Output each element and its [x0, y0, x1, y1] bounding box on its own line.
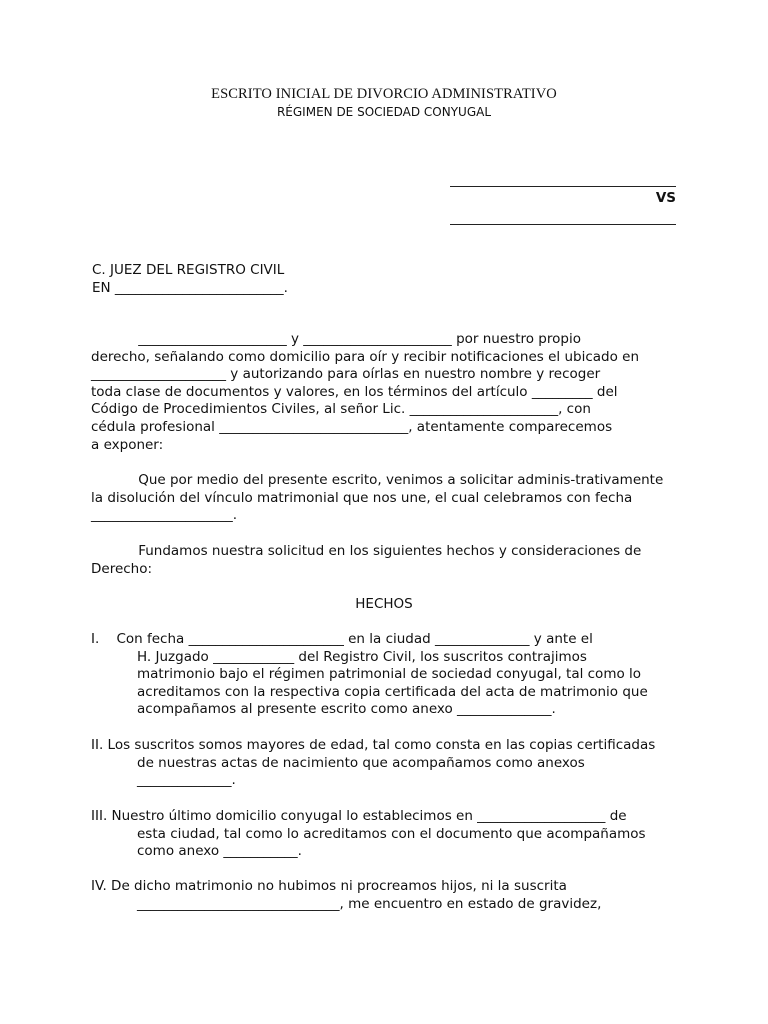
fact-item: [91, 878, 681, 913]
text-line: cédula profesional ____________________________, atentamente comparecemos: [91, 418, 613, 435]
party-line-top: [450, 170, 676, 187]
versus-label: VS: [655, 190, 676, 206]
fact-first-line: II. Los suscritos somos mayores de edad, tal como consta en las copias certificadas: [91, 737, 656, 753]
text-line: H. Juzgado ____________ del Registro Civil, los suscritos contrajimos: [137, 648, 587, 665]
text-line: Fundamos nuestra solicitud en los siguientes hechos y consideraciones de: [91, 543, 642, 559]
text-line: ______________.: [137, 772, 236, 789]
addressee-line: C. JUEZ DEL REGISTRO CIVIL: [92, 262, 285, 278]
text-line: a exponer:: [91, 436, 164, 453]
text-line: esta ciudad, tal como lo acreditamos con el documento que acompañamos: [137, 825, 646, 842]
paragraph-grounds: [91, 543, 681, 578]
text-line: ______________________ y ______________________ por nuestro propio: [91, 331, 581, 347]
fact-first-line: III. Nuestro último domicilio conyugal lo establecimos en ___________________ de: [91, 808, 627, 824]
addressee-block: [92, 261, 288, 297]
section-heading: HECHOS: [355, 596, 413, 612]
fact-item: [91, 808, 681, 861]
text-line: Código de Procedimientos Civiles, al señor Lic. ______________________, con: [91, 401, 591, 418]
document-title: ESCRITO INICIAL DE DIVORCIO ADMINISTRATIVO: [211, 86, 557, 102]
text-line: toda clase de documentos y valores, en los términos del artículo _________ del: [91, 383, 618, 400]
paragraph-request: [91, 472, 681, 525]
text-line: _____________________.: [91, 507, 238, 524]
fact-item: [91, 737, 681, 790]
fact-first-line: IV. De dicho matrimonio no hubimos ni procreamos hijos, ni la suscrita: [91, 878, 567, 894]
text-line: ______________________________, me encuentro en estado de gravidez,: [137, 895, 602, 912]
addressee-line: EN _________________________.: [92, 280, 288, 296]
text-line: acreditamos con la respectiva copia certificada del acta de matrimonio que: [137, 683, 648, 700]
document-subtitle: RÉGIMEN DE SOCIEDAD CONYUGAL: [276, 105, 492, 119]
text-line: ____________________ y autorizando para oírlas en nuestro nombre y recoger: [91, 366, 601, 383]
text-line: Que por medio del presente escrito, venimos a solicitar adminis-trativamente: [91, 472, 664, 488]
party-line-bottom: [450, 208, 676, 225]
text-line: Derecho:: [91, 560, 153, 577]
fact-first-line: I. Con fecha _______________________ en la ciudad ______________ y ante el: [91, 631, 593, 647]
text-line: matrimonio bajo el régimen patrimonial de sociedad conyugal, tal como lo: [137, 666, 642, 683]
text-line: acompañamos al presente escrito como anexo ______________.: [137, 701, 556, 718]
text-line: la disolución del vínculo matrimonial que nos une, el cual celebramos con fecha: [91, 489, 633, 506]
text-line: como anexo ___________.: [137, 843, 302, 860]
paragraph-appearance: [91, 331, 681, 454]
fact-item: [91, 631, 681, 719]
text-line: derecho, señalando como domicilio para oír y recibir notificaciones el ubicado en: [91, 348, 640, 365]
text-line: de nuestras actas de nacimiento que acompañamos como anexos: [137, 754, 585, 771]
